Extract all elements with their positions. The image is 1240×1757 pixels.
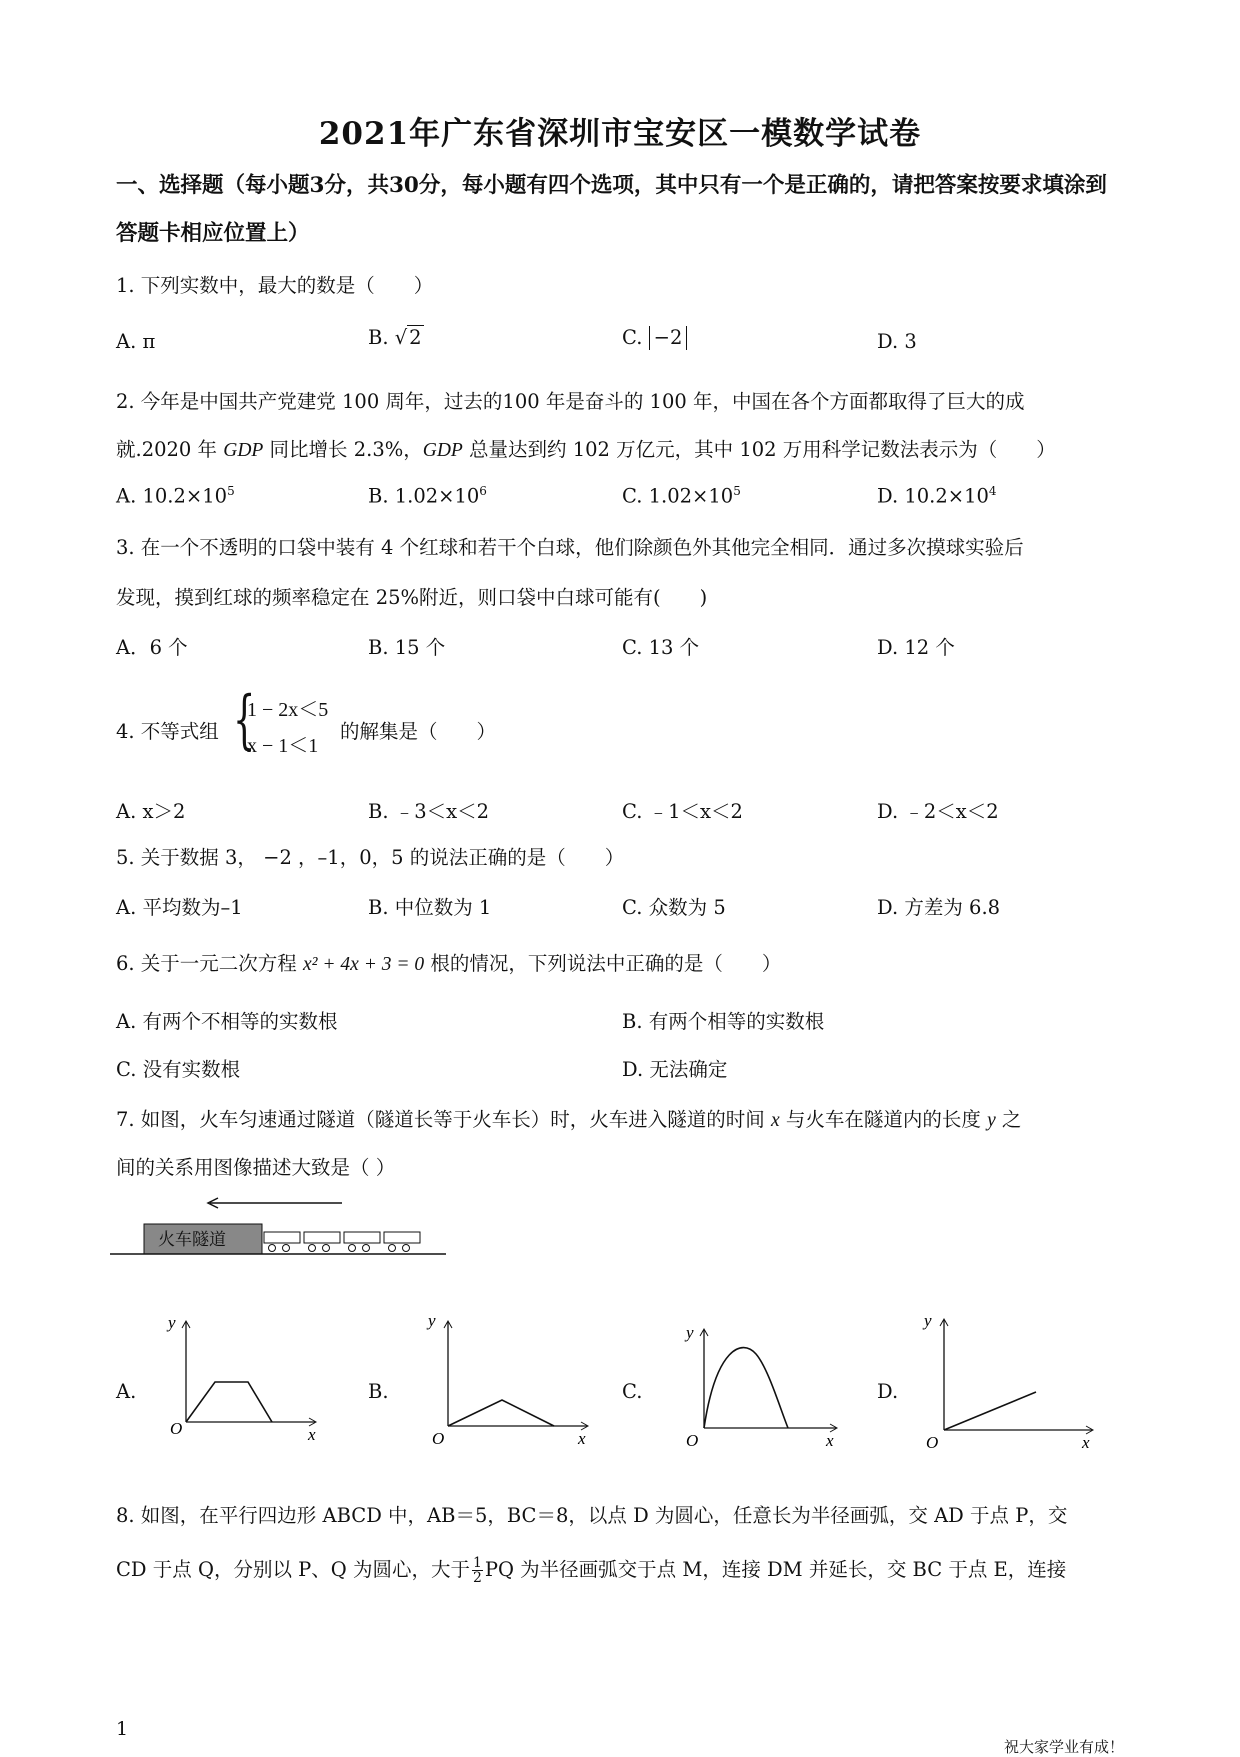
- train-cars: [264, 1232, 420, 1252]
- q3-line2: 发现，摸到红球的频率稳定在 25%附近，则口袋中白球可能有( ): [116, 586, 708, 609]
- q7-graph-a: [160, 1310, 325, 1440]
- abs-value: −2: [649, 326, 688, 350]
- q7-graph-b: [422, 1308, 597, 1448]
- svg-text:y: y: [924, 1311, 932, 1330]
- svg-text:y: y: [686, 1323, 694, 1342]
- brace-symbol: {: [233, 683, 256, 757]
- q4-option-d: D. ﹣2＜x＜2: [877, 800, 999, 823]
- svg-text:y: y: [168, 1313, 176, 1332]
- q2-line1: 2. 今年是中国共产党建党 100 周年，过去的100 年是奋斗的 100 年，中国在各个方面都取得了巨大的成: [116, 390, 1025, 413]
- graph-a-curve: [186, 1382, 272, 1422]
- q5-option-a: A. 平均数为–1: [116, 896, 243, 919]
- svg-text:x: x: [308, 1425, 316, 1440]
- tunnel-label: 火车隧道: [158, 1230, 226, 1249]
- svg-text:x: x: [578, 1429, 586, 1448]
- inequality-row2: x − 1＜1: [247, 735, 319, 757]
- q2-option-a: A. $10.2\times 10^5$: [116, 484, 235, 508]
- fraction-half: $\frac{1}{2}$: [472, 1555, 482, 1586]
- page-number: 1: [116, 1718, 129, 1740]
- graph-c-curve: [704, 1348, 788, 1428]
- q3-option-b: B. 15 个: [368, 636, 446, 659]
- q2-option-c: C. $1.02\times 10^5$: [622, 484, 741, 508]
- svg-text:x: x: [826, 1431, 834, 1448]
- q7-option-c-label: C.: [622, 1380, 643, 1403]
- q7-graph-d: [914, 1306, 1104, 1452]
- inequality-system: [233, 683, 343, 761]
- q2-line2: 就.2020 年 GDP 同比增长 2.3%，GDP 总量达到约 102 万亿元，其中 102 万用科学记数法表示为（ ）: [116, 438, 1056, 461]
- q5-option-c: C. 众数为 5: [622, 896, 726, 919]
- q8-line1: 8. 如图，在平行四边形 ABCD 中，AB＝5，BC＝8，以点 D 为圆心，任意长为半径画弧，交 AD 于点 P，交: [116, 1504, 1068, 1527]
- svg-text:O: O: [926, 1433, 939, 1452]
- q4-stem-prefix: 4. 不等式组: [116, 720, 219, 743]
- footer-note: 祝大家学业有成！: [1003, 1738, 1124, 1756]
- q8-line2: CD 于点 Q，分别以 P、Q 为圆心，大于 $\frac{1}{2}$ PQ 为半径画弧交于点 M，连接 DM 并延长，交 BC 于点 E，连接: [116, 1555, 1067, 1586]
- q1-option-c: C. −2: [622, 326, 687, 350]
- inequality-row1: 1 − 2x＜5: [247, 699, 329, 721]
- quadratic-equation: x² + 4x + 3 = 0: [303, 954, 425, 975]
- q1-option-d: D. 3: [877, 330, 917, 353]
- q7-option-d-label: D.: [877, 1380, 899, 1403]
- q4-option-c: C. ﹣1＜x＜2: [622, 800, 743, 823]
- svg-text:x: x: [1082, 1433, 1090, 1452]
- q1-option-a: A. π: [116, 330, 156, 353]
- page-title: 2021年广东省深圳市宝安区一模数学试卷: [318, 116, 922, 152]
- section-heading: 一、选择题（每小题3分，共30分，每小题有四个选项，其中只有一个是正确的，请把答案按要求填涂到答题卡相应位置上）: [116, 173, 1107, 246]
- q5-option-b: B. 中位数为 1: [368, 896, 492, 919]
- q4-option-a: A. x＞2: [116, 800, 186, 823]
- q2-option-d: D. $10.2\times 10^4$: [877, 484, 997, 508]
- sqrt-radicand: 2: [409, 326, 422, 349]
- q4-stem-suffix: 的解集是（ ）: [340, 720, 497, 743]
- graph-d-curve: [944, 1392, 1036, 1430]
- q5-option-d: D. 方差为 6.8: [877, 896, 1001, 919]
- q3-option-c: C. 13 个: [622, 636, 700, 659]
- q1-option-b: B. √ 2: [368, 326, 422, 349]
- q6-stem: 6. 关于一元二次方程 x² + 4x + 3 = 0 根的情况，下列说法中正确的是（ ）: [116, 952, 782, 975]
- svg-text:O: O: [170, 1419, 183, 1438]
- q7-graph-c: [676, 1318, 846, 1448]
- graph-b-curve: [448, 1400, 554, 1426]
- q7-option-b-label: B.: [368, 1380, 389, 1403]
- q6-option-d: D. 无法确定: [622, 1058, 728, 1081]
- q6-option-b: B. 有两个相等的实数根: [622, 1010, 825, 1033]
- q7-line1: 7. 如图，火车匀速通过隧道（隧道长等于火车长）时，火车进入隧道的时间 x 与火车在隧道内的长度 y 之: [116, 1108, 1022, 1131]
- q6-option-a: A. 有两个不相等的实数根: [116, 1010, 338, 1033]
- q7-option-a-label: A.: [116, 1380, 137, 1403]
- svg-text:y: y: [428, 1311, 436, 1330]
- q2-option-b: B. $1.02\times 10^6$: [368, 484, 487, 508]
- train-tunnel-figure: [110, 1190, 450, 1260]
- q7-line2: 间的关系用图像描述大致是（ ）: [116, 1156, 396, 1179]
- q4-option-b: B. ﹣3＜x＜2: [368, 800, 490, 823]
- q3-line1: 3. 在一个不透明的口袋中装有 4 个红球和若干个白球，他们除颜色外其他完全相同．通过多次摸球实验后: [116, 536, 1024, 559]
- q5-stem: 5. 关于数据 3， −2 ，–1，0，5 的说法正确的是（ ）: [116, 846, 625, 869]
- svg-text:O: O: [686, 1431, 699, 1448]
- q3-option-d: D. 12 个: [877, 636, 955, 659]
- q6-option-c: C. 没有实数根: [116, 1058, 241, 1081]
- svg-text:O: O: [432, 1429, 445, 1448]
- q3-option-a: A．6 个: [116, 636, 188, 659]
- q1-stem: 1. 下列实数中，最大的数是（ ）: [116, 274, 434, 297]
